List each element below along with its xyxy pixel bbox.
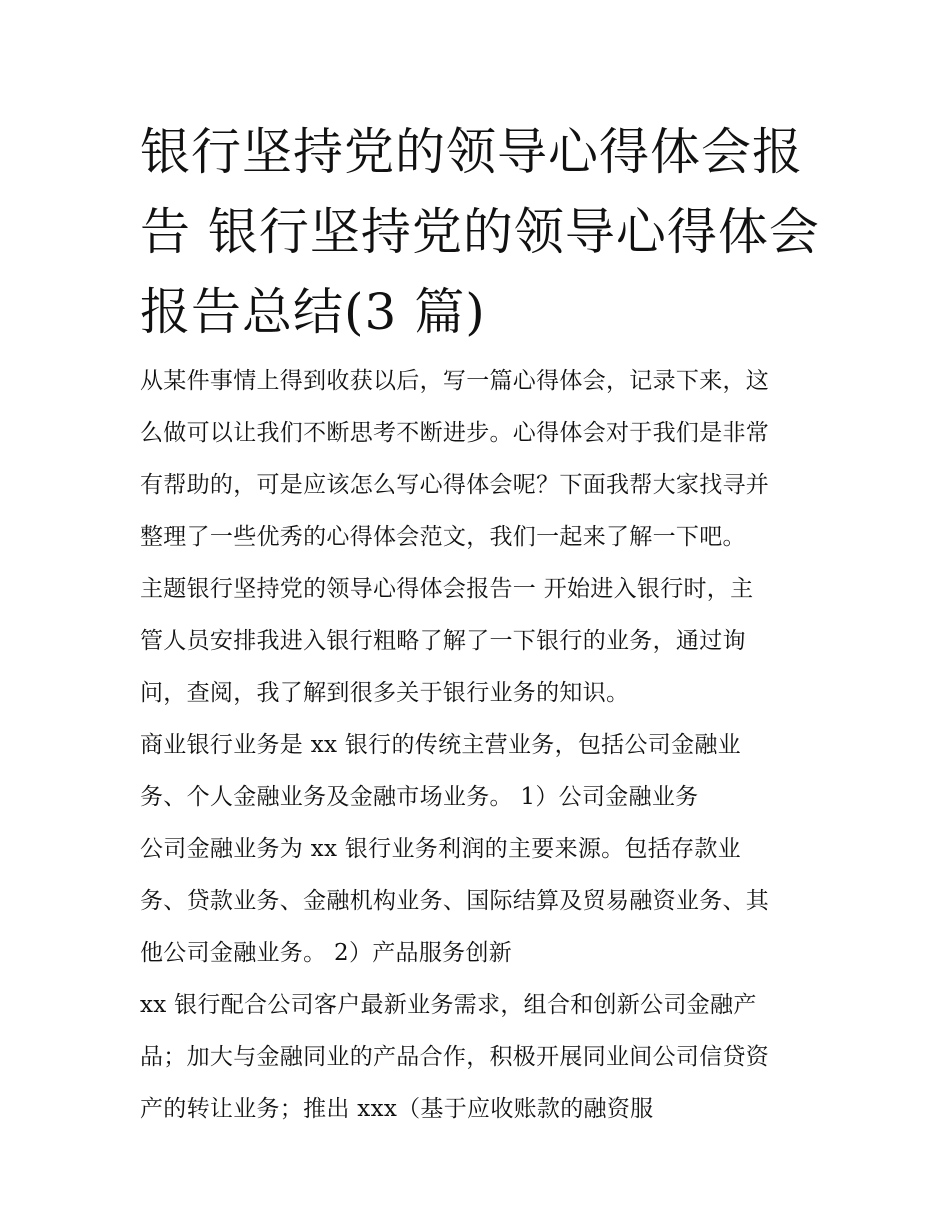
- body-line: 主题银行坚持党的领导心得体会报告一 开始进入银行时，主: [140, 576, 754, 602]
- body-line: 产的转让业务；推出 xxx（基于应收账款的融资服: [140, 1096, 654, 1122]
- body-line: 公司金融业务为 xx 银行业务利润的主要来源。包括存款业: [140, 836, 741, 862]
- body-line: 整理了一些优秀的心得体会范文，我们一起来了解一下吧。: [140, 524, 746, 550]
- body-line: 有帮助的，可是应该怎么写心得体会呢？下面我帮大家找寻并: [140, 472, 770, 498]
- document-title: [140, 112, 820, 352]
- body-line: 管人员安排我进入银行粗略了解了一下银行的业务，通过询: [140, 628, 746, 654]
- title-line: 报告总结(3 篇): [140, 283, 486, 341]
- document-body: [140, 355, 820, 1135]
- body-line: 从某件事情上得到收获以后，写一篇心得体会，记录下来，这: [140, 368, 770, 394]
- body-line: 品；加大与金融同业的产品合作，积极开展同业间公司信贷资: [140, 1044, 770, 1070]
- body-line: 商业银行业务是 xx 银行的传统主营业务，包括公司金融业: [140, 732, 741, 758]
- body-line: 么做可以让我们不断思考不断进步。心得体会对于我们是非常: [140, 420, 770, 446]
- body-line: 务、个人金融业务及金融市场业务。 1）公司金融业务: [140, 784, 699, 810]
- title-line: 告 银行坚持党的领导心得体会: [140, 203, 820, 261]
- body-line: xx 银行配合公司客户最新业务需求，组合和创新公司金融产: [140, 992, 757, 1018]
- body-line: 他公司金融业务。 2）产品服务创新: [140, 940, 513, 966]
- body-line: 问，查阅，我了解到很多关于银行业务的知识。: [140, 680, 630, 706]
- title-line: 银行坚持党的领导心得体会报: [140, 123, 803, 181]
- body-line: 务、贷款业务、金融机构业务、国际结算及贸易融资业务、其: [140, 888, 770, 914]
